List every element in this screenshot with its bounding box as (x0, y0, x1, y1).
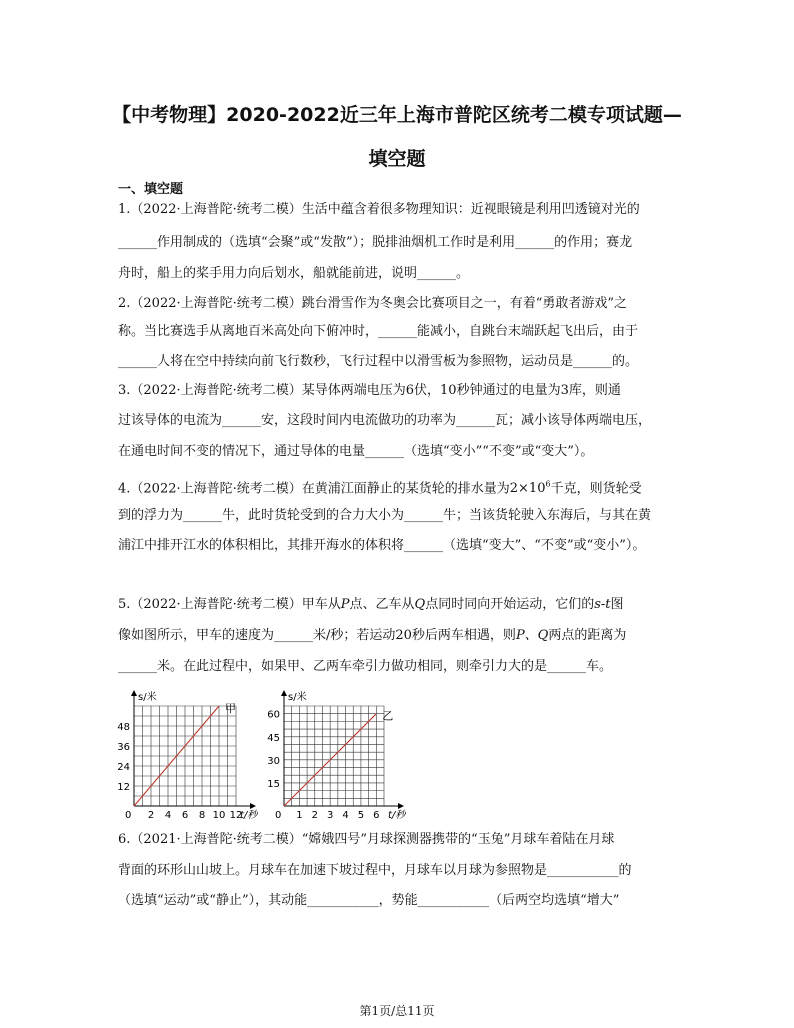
points-pq: P、Q (515, 628, 549, 643)
question-4-line-3: 浦江中排开江水的体积相比，其排开海水的体积将______（选填“变大”、“不变”或“变小”）。 (118, 538, 646, 553)
x-axis-arrow (398, 803, 404, 809)
y-tick-label: 24 (117, 762, 130, 773)
question-4-line-2: 到的浮力为______牛，此时货轮受到的合力大小为______牛；当该货轮驶入东海后，与其在黄 (118, 508, 652, 523)
x-tick-label: 2 (147, 810, 155, 820)
point-q: Q (414, 597, 426, 612)
page-title-line2: 填空题 (368, 148, 426, 170)
question-1-line-3: 舟时，船上的桨手用力向后划水，船就能前进，说明______。 (118, 266, 470, 281)
x-tick-label: 1 (296, 810, 303, 820)
x-tick-label: 4 (164, 810, 172, 820)
series-label: 甲 (225, 702, 236, 715)
x-axis-label: t/秒 (240, 810, 258, 820)
x-tick-label: 3 (326, 810, 334, 820)
y-axis-label: s/米 (138, 692, 157, 703)
series-label: 乙 (382, 709, 394, 723)
question-5-text-b: 点、乙车从 (349, 597, 415, 612)
x-tick-label: 2 (311, 810, 318, 820)
question-3-line-3: 在通电时间不变的情况下，通过导体的电量______（选填“变小”“不变”或“变大”）。 (118, 444, 594, 459)
question-6-line-2: 背面的环形山山坡上。月球车在加速下坡过程中，月球车以月球为参照物是___________的 (118, 863, 632, 878)
question-5-text-f: 两点的距离为 (548, 628, 627, 643)
y-tick-label: 30 (267, 755, 280, 767)
question-2-line-2: 称。当比赛选手从离地百米高处向下俯冲时，______能减小，自跳台末端跃起飞出后，由于 (118, 324, 639, 339)
x-tick-label: 4 (342, 810, 349, 820)
y-tick-label: 45 (267, 732, 280, 744)
x-tick-label: 12 (229, 810, 243, 820)
x-tick-label: 5 (357, 810, 365, 820)
question-6-line-3: （选填“运动”或“静止”），其动能___________，势能___________（后两空均选填“增大” (118, 893, 620, 908)
x-axis-arrow (250, 803, 256, 809)
question-3-line-2: 过该导体的电流为______安，这段时间内电流做功的功率为______瓦；减小该导体两端电压， (118, 413, 652, 428)
x-tick-label: 6 (373, 810, 380, 820)
x-axis-label: t/秒 (388, 810, 406, 820)
st-graphs (110, 684, 440, 820)
question-4-line-1 (118, 477, 642, 497)
question-4-mass-exponent: 6 (545, 480, 551, 489)
y-tick-label: 12 (117, 782, 130, 793)
question-5-text-e: 像如图所示，甲车的速度为______米/秒；若运动20秒后两车相遇，则 (118, 628, 516, 643)
y-axis-arrow (281, 690, 287, 696)
y-axis-arrow (131, 690, 137, 696)
question-5-text-c: 点同时同向开始运动，它们的 (425, 597, 595, 612)
question-6-line-1: 6.（2021·上海普陀·统考二模）“嫦娥四号”月球探测器携带的“玉兔”月球车着陆在月球 (118, 832, 615, 847)
x-tick-label: 6 (181, 810, 189, 820)
s-t-symbol: s-t (594, 597, 611, 612)
origin-label: 0 (125, 810, 132, 820)
question-4-line-1-start: 4.（2022·上海普陀·统考二模）在黄浦江面静止的某货轮的排水量为 (118, 481, 510, 497)
y-tick-label: 48 (117, 722, 130, 733)
question-4-mass-value (510, 481, 551, 496)
question-4-mass-base: 2×10 (509, 481, 546, 497)
page-footer: 第1页/总11页 (359, 1004, 435, 1018)
question-5-text-a: 5.（2022·上海普陀·统考二模）甲车从 (118, 597, 341, 612)
question-3-line-1: 3.（2022·上海普陀·统考二模）某导体两端电压为6伏，10秒钟通过的电量为3库，则通 (118, 383, 621, 398)
question-1-line-1: 1.（2022·上海普陀·统考二模）生活中蕴含着很多物理知识：近视眼镜是利用凹透镜对光的 (118, 202, 640, 217)
origin-label: 0 (275, 810, 282, 820)
question-5-line-3: ______米。在此过程中，如果甲、乙两车牵引力做功相同，则牵引力大的是______车。 (118, 659, 613, 674)
question-4-line-1-end: 千克，则货轮受 (550, 481, 642, 497)
y-tick-label: 15 (267, 778, 280, 790)
question-5-line-1 (118, 597, 624, 613)
y-tick-label: 36 (117, 742, 130, 753)
point-p: P (340, 597, 350, 612)
question-2-line-3: ______人将在空中持续向前飞行数秒，飞行过程中以滑雪板为参照物，运动员是______的。 (118, 354, 639, 369)
page-title-line1: 【中考物理】2020-2022近三年上海市普陀区统考二模专项试题— (112, 104, 682, 126)
question-2-line-1: 2.（2022·上海普陀·统考二模）跳台滑雪作为冬奥会比赛项目之一，有着“勇敢者游戏”之 (118, 296, 628, 311)
y-axis-label: s/米 (288, 692, 307, 703)
question-1-line-2: ______作用制成的（选填“会聚”或“发散”）；脱排油烟机工作时是利用______的作用；赛龙 (118, 235, 633, 250)
x-tick-label: 10 (212, 810, 226, 820)
question-5-line-2 (118, 628, 626, 644)
question-5-text-d: 图 (610, 597, 624, 612)
x-tick-label: 8 (198, 810, 206, 820)
y-tick-label: 60 (267, 709, 280, 721)
section-heading: 一、填空题 (118, 182, 184, 197)
